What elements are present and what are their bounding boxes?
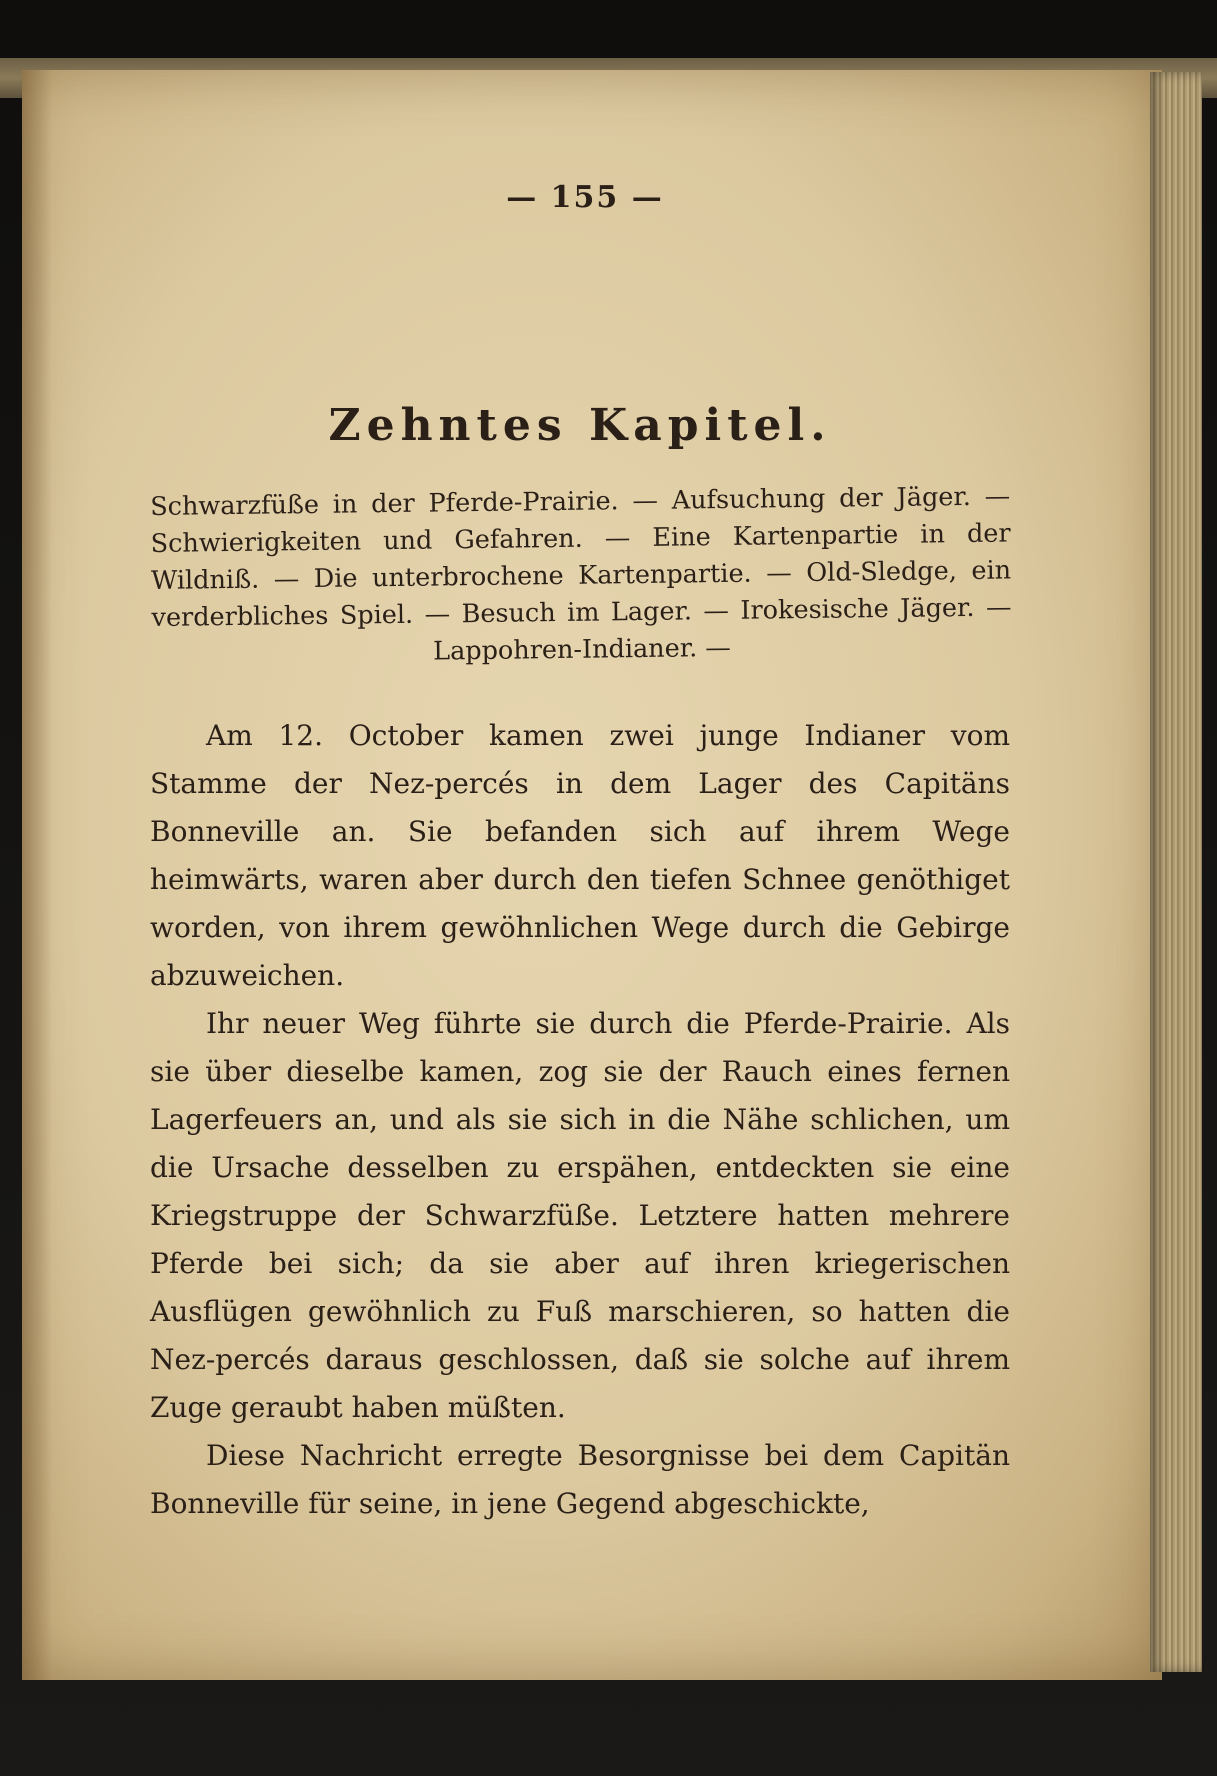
page-fore-edge [1150, 72, 1202, 1672]
paragraph: Diese Nachricht erregte Besorgnisse bei dem Capitän Bonneville für seine, in jene Gegend abgeschickte, [150, 1439, 1010, 1520]
page-number: — 155 — [506, 180, 664, 215]
paragraph: Am 12. October kamen zwei junge Indianer vom Stamme der Nez-percés in dem Lager des Capitäns Bonneville an. Sie befanden sich auf ihrem Wege heimwärts, waren aber durch den tiefen Schnee genöthiget worden, von ihrem gewöhnlichen Wege durch die Gebirge abzuweichen. [150, 719, 1010, 992]
page-text-block [150, 180, 1010, 1528]
chapter-title: Zehntes Kapitel. [328, 400, 832, 451]
body-text [150, 712, 1010, 1528]
page-gutter-shadow [22, 70, 52, 1680]
paragraph: Ihr neuer Weg führte sie durch die Pferde-Prairie. Als sie über dieselbe kamen, zog sie der Rauch eines fernen Lagerfeuers an, und als sie sich in die Nähe schlichen, um die Ursache desselben zu erspähen, entdeckten sie eine Kriegstruppe der Schwarzfüße. Letztere hatten mehrere Pferde bei sich; da sie aber auf ihren kriegerischen Ausflügen gewöhnlich zu Fuß marschieren, so hatten die Nez-percés daraus geschlossen, daß sie solche auf ihrem Zuge geraubt haben müßten. [150, 1007, 1010, 1424]
chapter-summary: Schwarzfüße in der Pferde-Prairie. — Aufsuchung der Jäger. — Schwierigkeiten und Gefahren. — Eine Kartenpartie in der Wildniß. — Die unterbrochene Kartenpartie. — Old-Sledge, ein verderbliches Spiel. — Besuch im Lager. — Irokesische Jäger. — Lappohren-Indianer. — [150, 481, 1012, 667]
